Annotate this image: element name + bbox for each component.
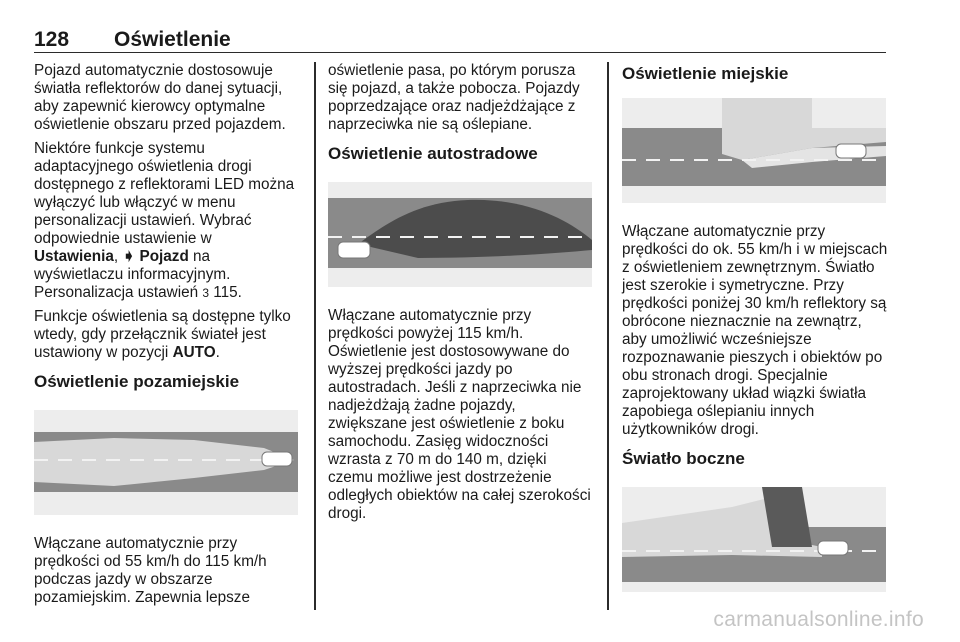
country-light-continued: oświetlenie pasa, po którym porusza się pojazd, a także pobocza. Pojazdy poprzedzające oraz nadjeżdżające z naprzeciwka nie są oślepiane.: [328, 62, 580, 133]
auto-position-label: AUTO: [172, 344, 216, 361]
motorway-light-illustration: [328, 182, 592, 287]
heading-motorway-light: Oświetlenie autostradowe: [328, 144, 538, 163]
arrow-icon: ➧: [122, 248, 136, 265]
settings-paragraph: Niektóre funkcje systemu adaptacyjnego oświetlenia drogi dostępnego z reflektorami LED można wyłączyć lub włączyć w menu personalizacji ustawień. Wybrać odpowiednie ustawienie w Ustawienia, ➧ Pojazd na wyświetlaczu informacyjnym. Personalizacja ustawień 3 115.: [34, 140, 295, 301]
intro-paragraph: Pojazd automatycznie dostosowuje światła reflektorów do danej sytuacji, aby zapewnić kierowcy optymalne oświetlenie obszaru przed pojazdem.: [34, 62, 286, 133]
availability-paragraph: Funkcje oświetlenia są dostępne tylko wtedy, gdy przełącznik świateł jest ustawiony w pozycji AUTO.: [34, 308, 291, 361]
settings-menu-label: Ustawienia: [34, 248, 114, 265]
town-light-description: Włączane automatycznie przy prędkości do ok. 55 km/h i w miejscach z oświetleniem zewnętrznym. Światło jest szerokie i symetryczne. Przy prędkości poniżej 30 km/h reflektory są obrócone nieznacznie na zewnątrz, aby umożliwić wcześniejsze rozpoznawanie pieszych i obiektów po obu stronach drogi. Specjalnie zaprojektowany układ wiązki światła zapobiega oślepianiu innych użytkowników drogi.: [622, 223, 888, 438]
side-light-illustration: [622, 487, 886, 592]
town-light-illustration: [622, 98, 886, 203]
watermark: carmanualsonline.info: [713, 608, 924, 631]
column-3: [622, 62, 888, 592]
column-divider-2: [607, 62, 609, 610]
column-divider-1: [314, 62, 316, 610]
vehicle-menu-label: Pojazd: [139, 248, 189, 265]
column-1: [34, 62, 300, 613]
heading-side-light: Światło boczne: [622, 449, 745, 468]
column-2: [328, 62, 594, 529]
page-reference-icon: 3: [202, 286, 210, 300]
heading-town-light: Oświetlenie miejskie: [622, 64, 789, 83]
page-number: 128: [34, 28, 70, 51]
page-header: [34, 22, 886, 53]
chapter-title: Oświetlenie: [114, 28, 231, 51]
country-light-description: Włączane automatycznie przy prędkości od 55 km/h do 115 km/h podczas jazdy w obszarze pozamiejskim. Zapewnia lepsze: [34, 535, 267, 606]
country-light-illustration: [34, 410, 298, 515]
heading-country-light: Oświetlenie pozamiejskie: [34, 372, 240, 391]
motorway-light-description: Włączane automatycznie przy prędkości powyżej 115 km/h. Oświetlenie jest dostosowywane do wyższej prędkości jazdy po autostradach. Jeśli z naprzeciwka nie nadjeżdżają żadne pojazdy, zwiększane jest oświetlenie z boku samochodu. Zasięg widoczności wzrasta z 70 m do 140 m, dzięki czemu możliwe jest dostrzeżenie odległych obiektów na całej szerokości drogi.: [328, 307, 591, 522]
page-reference: 115.: [213, 284, 242, 301]
